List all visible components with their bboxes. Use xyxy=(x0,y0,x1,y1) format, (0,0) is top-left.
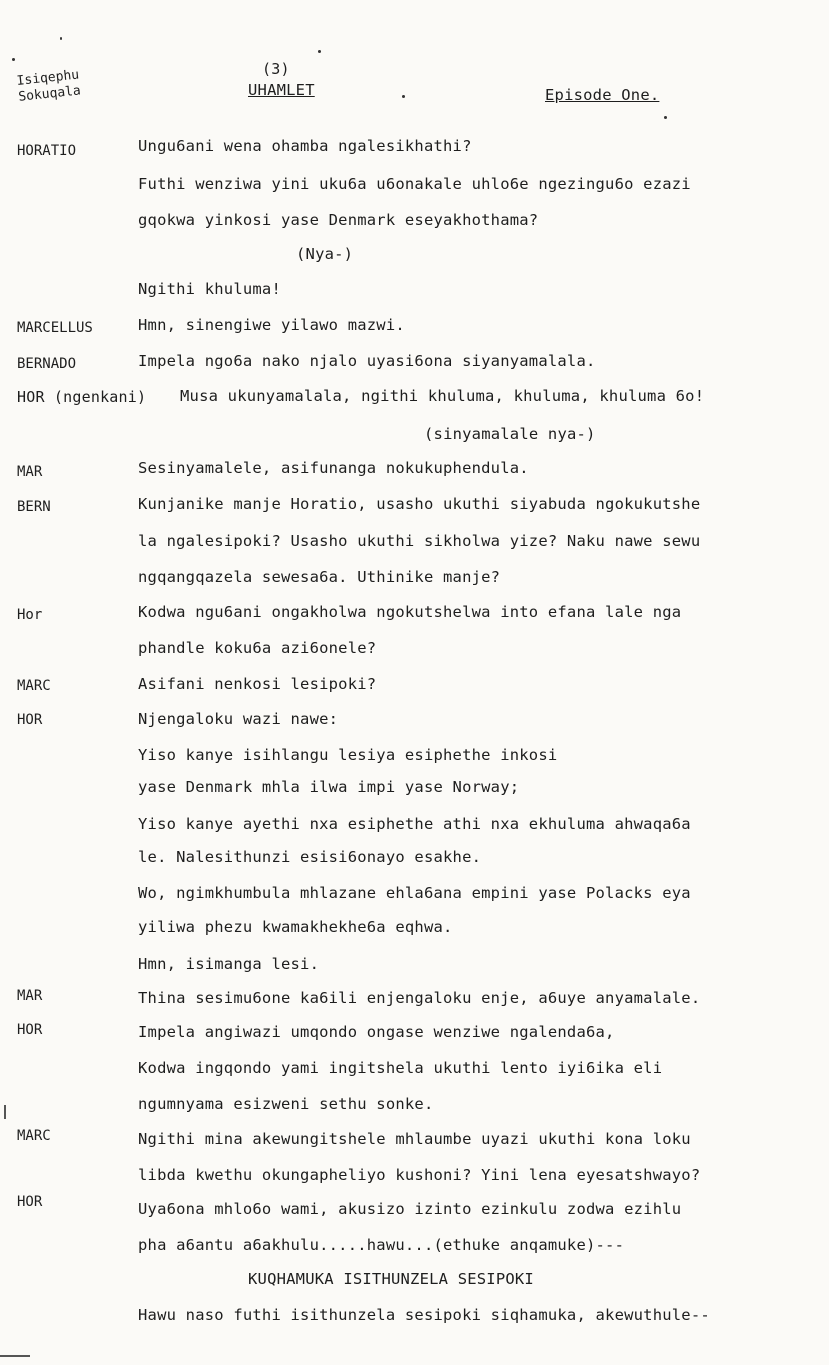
dialogue-line: Njengaloku wazi nawe: xyxy=(138,710,339,728)
speaker-label: MARC xyxy=(17,1128,51,1144)
speaker-label: HOR xyxy=(17,712,43,728)
dialogue-line: Impela ngo6a nako njalo uyasi6ona siyanyamalala. xyxy=(138,352,596,370)
dialogue-line: Asifani nenkosi lesipoki? xyxy=(138,675,377,693)
dialogue-line: Ngithi khuluma! xyxy=(138,280,281,298)
stage-direction: (sinyamalale nya-) xyxy=(424,425,596,443)
page-edge-mark xyxy=(0,1355,30,1357)
ink-speck xyxy=(664,116,667,119)
dialogue-line: Kunjanike manje Horatio, usasho ukuthi siyabuda ngokukutshe xyxy=(138,495,701,513)
dialogue-line: Wo, ngimkhumbula mhlazane ehla6ana empini yase Polacks eya xyxy=(138,884,691,902)
episode-label: Episode One. xyxy=(545,86,660,104)
ink-speck xyxy=(60,37,62,40)
speaker-label: HORATIO xyxy=(17,143,77,159)
dialogue-line: Ungu6ani wena ohamba ngalesikhathi? xyxy=(138,137,472,155)
speaker-label: HOR xyxy=(17,1194,43,1210)
dialogue-line: Hawu naso futhi isithunzela sesipoki siqhamuka, akewuthule-- xyxy=(138,1306,710,1324)
speaker-label: HOR (ngenkani) xyxy=(17,388,147,406)
speaker-label: HOR xyxy=(17,1022,43,1038)
dialogue-line: le. Nalesithunzi esisi6onayo esakhe. xyxy=(138,848,482,866)
play-title: UHAMLET xyxy=(248,81,315,99)
dialogue-line: Futhi wenziwa yini uku6a u6onakale uhlo6e ngezingu6o ezazi xyxy=(138,175,691,193)
dialogue-line: Yiso kanye isihlangu lesiya esiphethe inkosi xyxy=(138,746,558,764)
dialogue-line: ngumnyama esizweni sethu sonke. xyxy=(138,1095,434,1113)
speaker-label: BERN xyxy=(17,499,51,515)
dialogue-line: phandle koku6a azi6onele? xyxy=(138,639,377,657)
dialogue-line: Ngithi mina akewungitshele mhlaumbe uyazi ukuthi kona loku xyxy=(138,1130,691,1148)
ink-speck xyxy=(318,50,321,53)
stage-heading: KUQHAMUKA ISITHUNZELA SESIPOKI xyxy=(248,1270,534,1288)
dialogue-line: Thina sesimu6one ka6ili enjengaloku enje, a6uye anyamalale. xyxy=(138,989,701,1007)
dialogue-line: Uya6ona mhlo6o wami, akusizo izinto ezinkulu zodwa ezihlu xyxy=(138,1200,682,1218)
dialogue-line: Kodwa ingqondo yami ingitshela ukuthi lento iyi6ika eli xyxy=(138,1059,663,1077)
dialogue-line: Musa ukunyamalala, ngithi khuluma, khuluma, khuluma 6o! xyxy=(180,387,705,405)
dialogue-line: la ngalesipoki? Usasho ukuthi sikholwa yize? Naku nawe sewu xyxy=(138,532,701,550)
dialogue-line: Impela angiwazi umqondo ongase wenziwe ngalenda6a, xyxy=(138,1023,615,1041)
ink-speck xyxy=(402,95,405,98)
dialogue-line: Kodwa ngu6ani ongakholwa ngokutshelwa into efana lale nga xyxy=(138,603,682,621)
dialogue-line: yiliwa phezu kwamakhekhe6a eqhwa. xyxy=(138,918,453,936)
page-edge-mark xyxy=(4,1105,6,1119)
episode-label-line-1: Isiqephu xyxy=(16,67,80,89)
page-number: (3) xyxy=(262,60,290,78)
dialogue-line: Hmn, isimanga lesi. xyxy=(138,955,320,973)
speaker-label: MAR xyxy=(17,988,43,1004)
episode-label-line-2: Sokuqala xyxy=(17,83,82,105)
speaker-label: MAR xyxy=(17,464,43,480)
dialogue-line: Hmn, sinengiwe yilawo mazwi. xyxy=(138,316,405,334)
speaker-label: Hor xyxy=(17,607,43,623)
dialogue-line: Sesinyamalele, asifunanga nokukuphendula. xyxy=(138,459,529,477)
dialogue-line: libda kwethu okungapheliyo kushoni? Yini lena eyesatshwayo? xyxy=(138,1166,701,1184)
speaker-label: BERNADO xyxy=(17,356,77,372)
speaker-label: MARC xyxy=(17,678,51,694)
dialogue-line: gqokwa yinkosi yase Denmark eseyakhothama? xyxy=(138,211,539,229)
stage-direction: (Nya-) xyxy=(296,245,354,263)
dialogue-line: pha a6antu a6akhulu.....hawu...(ethuke anqamuke)--- xyxy=(138,1236,625,1254)
dialogue-line: Yiso kanye ayethi nxa esiphethe athi nxa ekhuluma ahwaqa6a xyxy=(138,815,691,833)
ink-speck xyxy=(12,58,15,61)
dialogue-line: ngqangqazela sewesa6a. Uthinike manje? xyxy=(138,568,501,586)
speaker-label: MARCELLUS xyxy=(17,320,93,336)
episode-label-zulu xyxy=(16,63,130,116)
dialogue-line: yase Denmark mhla ilwa impi yase Norway; xyxy=(138,778,520,796)
